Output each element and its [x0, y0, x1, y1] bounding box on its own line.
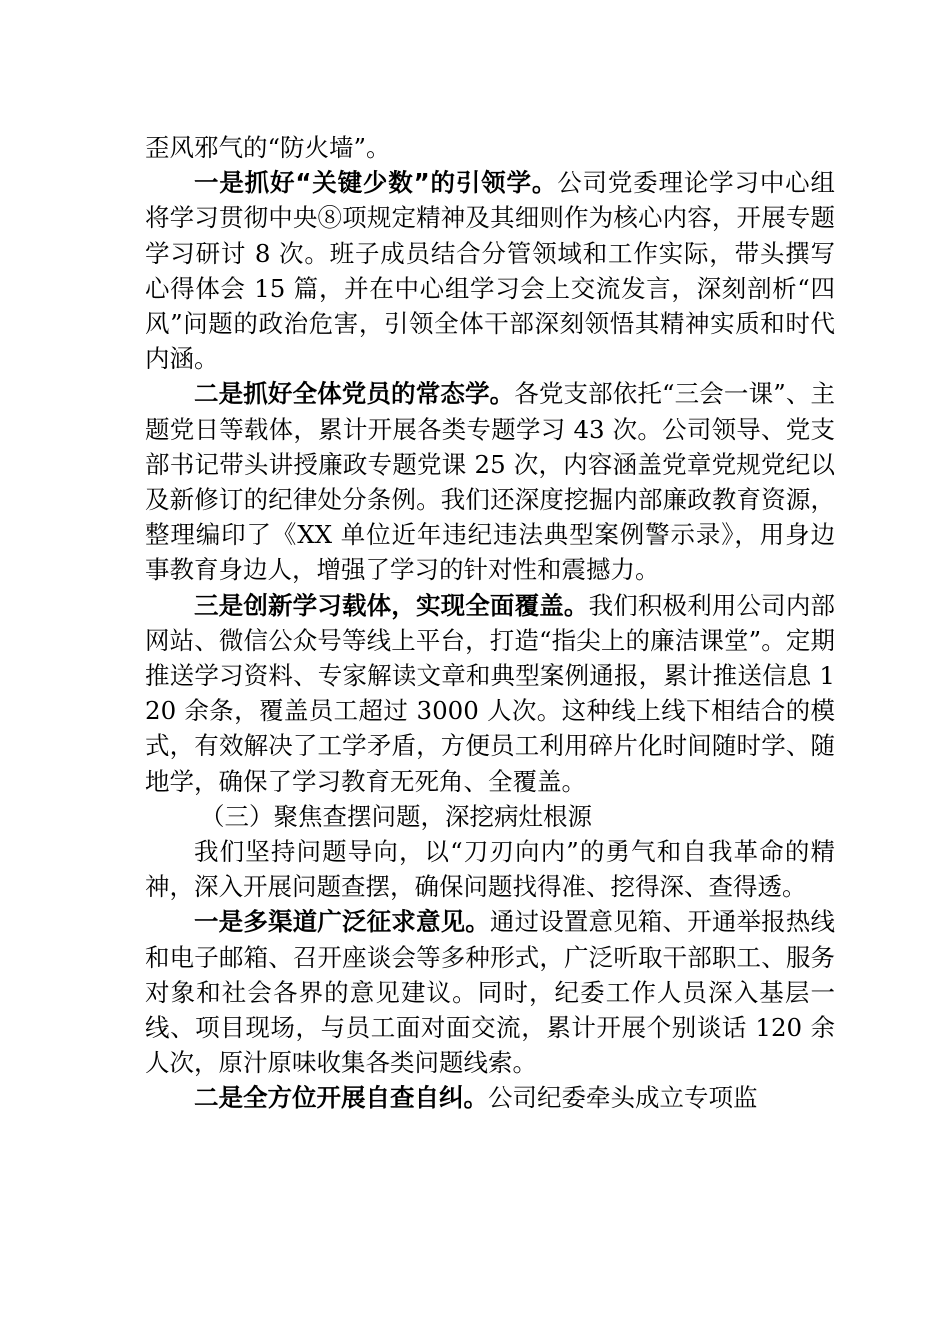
paragraph-lead: 一是多渠道广泛征求意见。 — [194, 907, 490, 937]
section-heading-text: （三）聚焦查摆问题，深挖病灶根源 — [200, 801, 592, 831]
paragraph-problem-orientation — [145, 834, 835, 904]
paragraph-lead: 二是全方位开展自查自纠。 — [194, 1083, 488, 1113]
paragraph-text: 公司纪委牵头成立专项监 — [488, 1083, 758, 1113]
paragraph-key-minority-study — [145, 165, 835, 376]
paragraph-all-members-study — [145, 376, 835, 587]
section-heading — [145, 799, 835, 834]
paragraph-self-inspection — [145, 1080, 835, 1115]
paragraph-lead: 二是抓好全体党员的常态学。 — [194, 379, 515, 409]
paragraph-lead: 三是创新学习载体，实现全面覆盖。 — [194, 590, 589, 620]
paragraph-multi-channel-opinions — [145, 904, 835, 1080]
paragraph-text: 公司党委理论学习中心组将学习贯彻中央⑧项规定精神及其细则作为核心内容，开展专题学习研讨 8 次。班子成员结合分管领域和工作实际，带头撰写心得体会 15 篇，并在中心组学习会上交流发言，深刻剖析“四风”问题的政治危害，引领全体干部深刻领悟其精神实质和时代内涵。 — [145, 168, 836, 374]
paragraph-lead: 一是抓好“关键少数”的引领学。 — [194, 168, 558, 198]
paragraph-text: 我们坚持问题导向，以“刀刃向内”的勇气和自我革命的精神，深入开展问题查摆，确保问题找得准、挖得深、查得透。 — [145, 837, 835, 902]
paragraph-text: 我们积极利用公司内部网站、微信公众号等线上平台，打造“指尖上的廉洁课堂”。定期推送学习资料、专家解读文章和典型案例通报，累计推送信息 120 余条，覆盖员工超过 3000 人次。这种线上线下相结合的模式，有效解决了工学矛盾，方便员工利用碎片化时间随时学、随地学，确保了学习教育无死角、全覆盖。 — [145, 590, 836, 796]
paragraph-continuation — [145, 130, 835, 165]
paragraph-innovative-carriers — [145, 588, 835, 799]
paragraph-text: 歪风邪气的“防火墙”。 — [145, 133, 391, 162]
paragraph-text: 各党支部依托“三会一课”、主题党日等载体，累计开展各类专题学习 43 次。公司领导、党支部书记带头讲授廉政专题党课 25 次，内容涵盖党章党规党纪以及新修订的纪律处分条例。我们还深度挖掘内部廉政教育资源，整理编印了《XX 单位近年违纪违法典型案例警示录》，用身边事教育身边人，增强了学习的针对性和震撼力。 — [145, 379, 835, 585]
document-page — [145, 130, 835, 1116]
paragraph-text: 通过设置意见箱、开通举报热线和电子邮箱、召开座谈会等多种形式，广泛听取干部职工、服务对象和社会各界的意见建议。同时，纪委工作人员深入基层一线、项目现场，与员工面对面交流，累计开展个别谈话 120 余人次，原汁原味收集各类问题线索。 — [145, 907, 836, 1078]
